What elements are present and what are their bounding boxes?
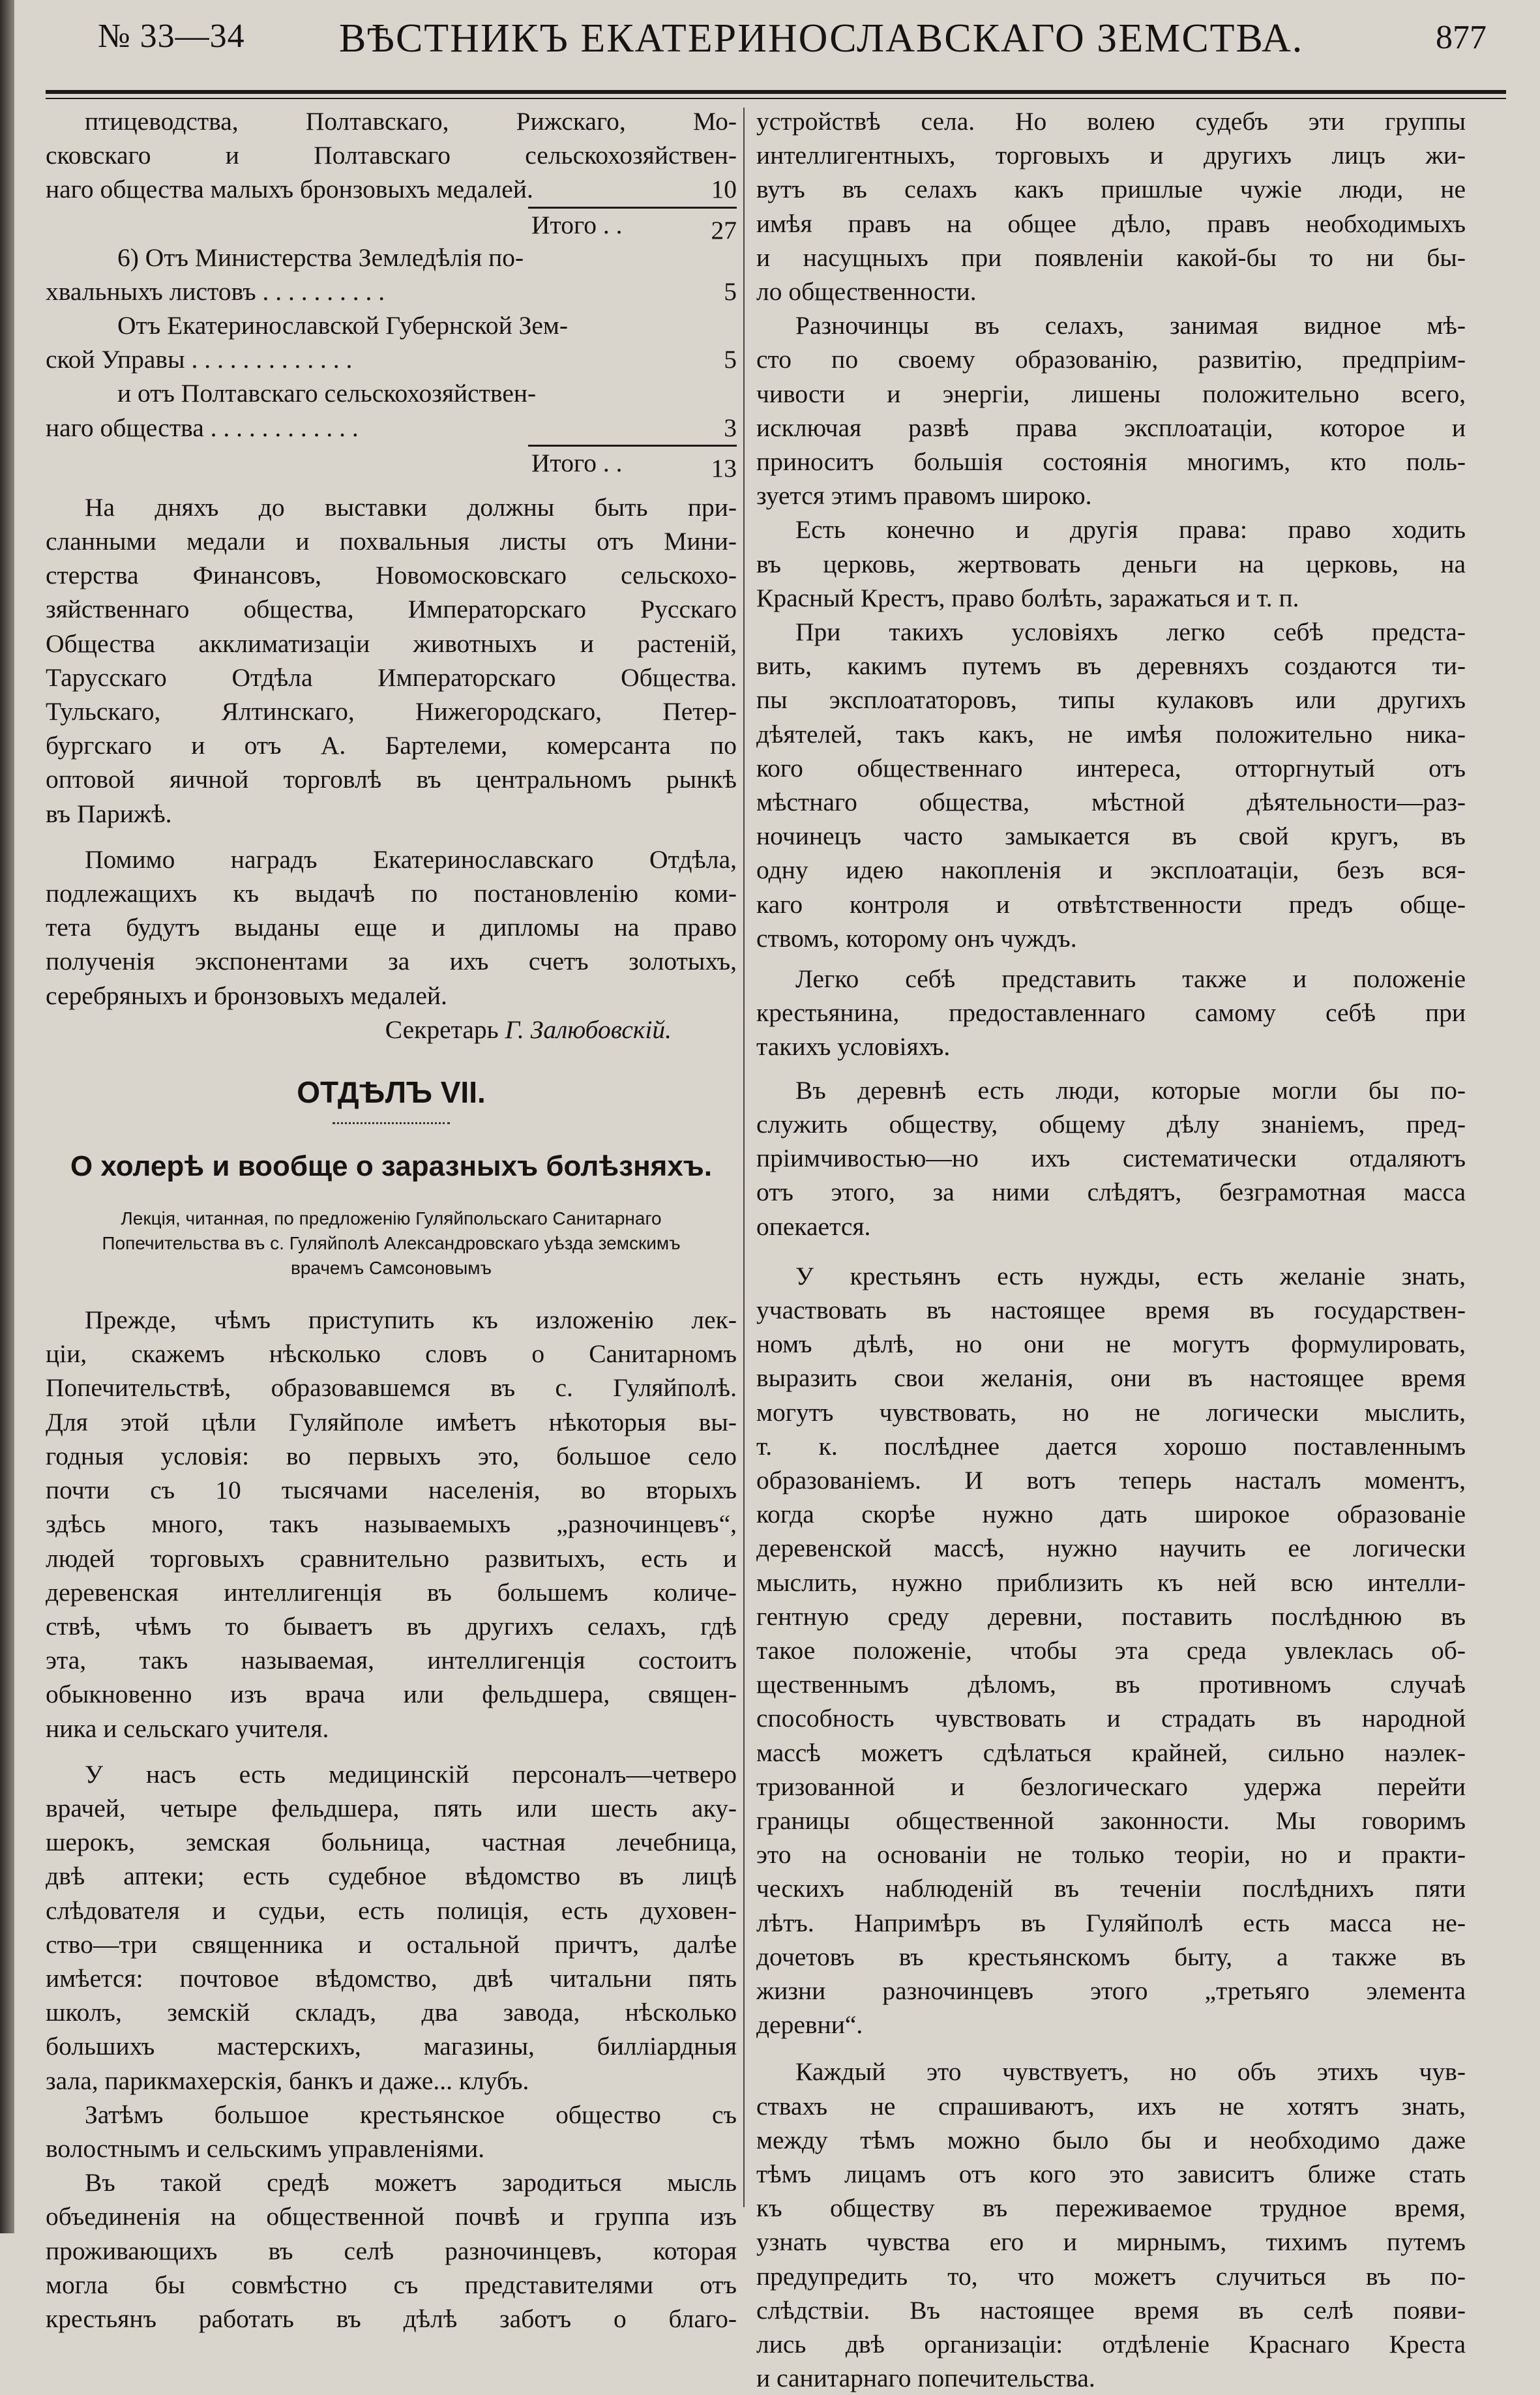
award-row <box>46 342 737 376</box>
paragraph <box>756 1073 1466 1243</box>
text-line: Общества акклиматизаціи животныхъ и растеній, <box>46 629 737 658</box>
text-line: ника и сельскаго учителя. <box>46 1714 329 1743</box>
text-line: стерства Финансовъ, Новомосковскаго сельскохо- <box>46 561 737 590</box>
text-line: Въ деревнѣ есть люди, которые могли бы по- <box>795 1075 1466 1105</box>
text-line: сто по своему образованію, развитію, предпріим- <box>756 345 1466 374</box>
award-label: хвальныхъ листовъ . . . . . . . . . . <box>46 276 385 306</box>
header-rule-thick <box>46 90 1506 94</box>
text-line: и санитарнаго попечительства. <box>756 2364 1095 2393</box>
text-line: имѣя правъ на общее дѣло, правъ необходимыхъ <box>756 209 1466 238</box>
text-line: дѣятелей, такъ какъ, не имѣя положительно ника- <box>756 719 1466 749</box>
text-line: Прежде, чѣмъ приступить къ изложенію лек- <box>85 1305 737 1335</box>
total-label: Итого . . <box>531 210 623 239</box>
paragraph <box>756 1259 1466 2042</box>
text-line: дочетовъ въ крестьянскомъ быту, а также въ <box>756 1942 1466 1971</box>
page-header <box>98 13 1500 72</box>
text-line: границы общественной законности. Мы говоримъ <box>756 1806 1466 1835</box>
text-line: между тѣмъ можно было бы и необходимо даже <box>756 2125 1466 2154</box>
text-line: имѣется: почтовое вѣдомство, двѣ читальни пять <box>46 1963 737 1993</box>
text-line: устройствѣ села. Но волею судебъ эти группы <box>756 107 1466 136</box>
text-line: къ обществу въ переживаемое трудное время, <box>756 2194 1466 2223</box>
page-edge-shadow <box>0 0 14 2233</box>
article-subtitle <box>46 1206 737 1281</box>
text-line: тризованной и безлогическаго удержа перейти <box>756 1772 1466 1801</box>
text-line: тета будутъ выданы еще и дипломы на право <box>46 913 737 942</box>
signature-role: Секретарь <box>385 1015 499 1044</box>
text-line: деревенской массѣ, нужно научить ее логически <box>756 1534 1466 1563</box>
paragraph <box>756 962 1466 1064</box>
text-line: волостнымъ и сельскимъ управленіями. <box>46 2134 485 2163</box>
text-line: жизни разночинцевъ этого „третьяго элемента <box>756 1976 1466 2005</box>
text-line: вутъ въ селахъ какъ пришлые чужіе люди, не <box>756 175 1466 204</box>
text-line: чивости и энергіи, лишены положительно всего, <box>756 379 1466 408</box>
text-line: Разночинцы въ селахъ, занимая видное мѣ- <box>795 311 1466 340</box>
text-line: Затѣмъ большое крестьянское общество съ <box>85 2100 737 2129</box>
text-line: людей торговыхъ сравнительно развитыхъ, есть и <box>46 1543 737 1573</box>
issue-number: № 33—34 <box>98 18 245 55</box>
text-line: щественнымъ дѣломъ, въ противномъ случаѣ <box>756 1670 1466 1699</box>
text-line: тѣмъ лицамъ отъ кого это зависитъ ближе стать <box>756 2159 1466 2188</box>
text-line: почти съ 10 тысячами населенія, во вторыхъ <box>46 1476 737 1505</box>
bleed-through-text <box>756 1243 1466 1259</box>
text-line: деревни“. <box>756 2010 863 2040</box>
text-line: школъ, земскій складъ, два завода, нѣсколько <box>46 1998 737 2027</box>
text-line: мѣстнаго общества, мѣстной дѣятельности—раз- <box>756 788 1466 817</box>
text-line: большихъ мастерскихъ, магазины, билліардныя <box>46 2032 737 2061</box>
text-line: врачей, четыре фельдшера, пять или шесть аку- <box>46 1793 737 1822</box>
subtitle-line: Лекція, читанная, по предложенію Гуляйпольскаго Санитарнаго <box>121 1208 662 1229</box>
text-line: При такихъ условіяхъ легко себѣ предста- <box>795 617 1466 647</box>
text-line: отъ этого, за ними слѣдятъ, безграмотная масса <box>756 1178 1466 1207</box>
total-row <box>46 207 737 245</box>
text-line: могла бы совмѣстно съ представителями отъ <box>46 2270 737 2299</box>
text-line: зуется этимъ правомъ широко. <box>756 481 1092 511</box>
text-line: годныя условія: во первыхъ это, большое село <box>46 1441 737 1470</box>
text-line: способность чувствовать и страдать въ народной <box>756 1704 1466 1733</box>
paragraph <box>756 2055 1466 2395</box>
text-line: проживающихъ въ селѣ разночинцевъ, которая <box>46 2236 737 2265</box>
header-rule-thin <box>46 98 1506 99</box>
text-line: въ церковь, жертвовать деньги на церковь, на <box>756 549 1466 578</box>
subtitle-line: Попечительства въ с. Гуляйполѣ Александровскаго уѣзда земскимъ <box>102 1233 681 1254</box>
total-row <box>46 445 737 483</box>
text-line: служить обществу, общему дѣлу знаніемъ, пред- <box>756 1109 1466 1138</box>
text-line: гентную среду деревни, поставить послѣднюю въ <box>756 1601 1466 1631</box>
text-line: обыкновенно изъ врача или фельдшера, священ- <box>46 1680 737 1709</box>
award-row <box>46 275 737 308</box>
text-line: Попечительствѣ, образовавшемся въ с. Гуляйполѣ. <box>46 1373 737 1403</box>
text-line: 6) Отъ Министерства Земледѣлія по- <box>117 243 524 272</box>
text-line: сланными медали и похвальныя листы отъ Мини- <box>46 527 737 556</box>
text-line: приноситъ большія состоянія многимъ, кто поль- <box>756 447 1466 477</box>
text-line: массѣ можетъ сдѣлаться крайней, сильно наэлек- <box>756 1738 1466 1767</box>
paragraph <box>46 490 737 831</box>
award-label: наго общества . . . . . . . . . . . . <box>46 413 359 442</box>
text-line: вить, какимъ путемъ въ деревняхъ создаются ти- <box>756 651 1466 681</box>
text-line: зяйственнаго общества, Императорскаго Русскаго <box>46 595 737 624</box>
journal-title: ВѢСТНИКЪ ЕКАТЕРИНОСЛАВСКАГО ЗЕМСТВА. <box>339 16 1304 61</box>
text-line: т. к. послѣднее дается хорошо поставленнымъ <box>756 1431 1466 1461</box>
text-line: опекается. <box>756 1212 871 1241</box>
text-line: мыслить, нужно приблизить къ ней всю интелли- <box>756 1568 1466 1597</box>
text-line: ночинецъ часто замыкается въ свой кругъ, въ <box>756 822 1466 851</box>
text-line: пы эксплоататоровъ, типы кулаковъ или другихъ <box>756 685 1466 715</box>
text-line: кого общественнаго интереса, отторгнутый отъ <box>756 753 1466 782</box>
text-line: Каждый это чувствуетъ, но объ этихъ чув- <box>795 2057 1466 2087</box>
text-line: деревенская интеллигенція въ большемъ количе- <box>46 1577 737 1607</box>
text-line: подлежащихъ къ выдачѣ по постановленію коми- <box>46 879 737 908</box>
text-line: крестьянъ работать въ дѣлѣ заботъ о благо- <box>46 2304 737 2333</box>
bleed-through-text <box>46 1191 737 1206</box>
text-line: Въ такой средѣ можетъ зародиться мысль <box>85 2168 737 2197</box>
text-line: ствахъ не спрашиваютъ, ихъ не хотятъ знать, <box>756 2091 1466 2120</box>
text-line: такихъ условіяхъ. <box>756 1032 951 1062</box>
text-line: бургскаго и отъ А. Бартелеми, комерсанта по <box>46 731 737 760</box>
column-divider <box>743 108 745 2207</box>
text-line: оптовой яичной торговлѣ въ центральномъ рынкѣ <box>46 765 737 794</box>
text-line: шерокъ, земская больница, частная лечебница, <box>46 1828 737 1857</box>
page-number: 877 <box>1436 19 1487 56</box>
award-count: 3 <box>724 413 737 442</box>
text-line: слѣдствіи. Въ настоящее время въ селѣ появи- <box>756 2295 1466 2325</box>
text-line: ло общественности. <box>756 277 977 306</box>
paragraph <box>46 2165 737 2336</box>
text-line: ствомъ, которому онъ чуждъ. <box>756 923 1077 953</box>
text-line: Легко себѣ представить также и положеніе <box>795 964 1466 994</box>
text-line: двѣ аптеки; есть судебное вѣдомство въ лицѣ <box>46 1862 737 1891</box>
text-line: могутъ чувствовать, но не логически мыслить, <box>756 1397 1466 1427</box>
text-line: У насъ есть медицинскій персоналъ—четверо <box>85 1759 737 1789</box>
award-label: наго общества малыхъ бронзовыхъ медалей. <box>46 175 533 204</box>
text-line: Тарусскаго Отдѣла Императорскаго Общества. <box>46 662 737 692</box>
text-line: такое положеніе, чтобы эта среда увлеклась об- <box>756 1635 1466 1665</box>
text-line: полученія экспонентами за ихъ счетъ золотыхъ, <box>46 947 737 976</box>
text-line: Отъ Екатеринославской Губернской Зем- <box>117 311 569 340</box>
text-line: Для этой цѣли Гуляйполе имѣетъ нѣкоторыя вы- <box>46 1407 737 1436</box>
left-column <box>46 104 737 2336</box>
text-line: интеллигентныхъ, торговыхъ и другихъ лицъ жи- <box>756 141 1466 170</box>
award-count: 10 <box>711 175 737 204</box>
text-line: номъ дѣлѣ, но они не могутъ формулировать, <box>756 1330 1466 1359</box>
text-line: исключая развѣ права эксплоатаціи, которое и <box>756 413 1466 442</box>
text-line: Красный Крестъ, право болѣть, заражаться и т. п. <box>756 583 1299 612</box>
text-line: участвовать въ настоящее время въ государствен- <box>756 1295 1466 1324</box>
text-line: Тульскаго, Ялтинскаго, Нижегородскаго, Петер- <box>46 697 737 726</box>
text-line: когда скорѣе нужно дать широкое образованіе <box>756 1500 1466 1529</box>
text-line: ціи, скажемъ нѣсколько словъ о Санитарномъ <box>46 1339 737 1369</box>
total-value: 27 <box>711 215 737 245</box>
text-line: На дняхъ до выставки должны быть при- <box>85 492 737 522</box>
text-line: пріимчивостью—но ихъ систематически отдаляютъ <box>756 1144 1466 1173</box>
paragraph <box>46 1303 737 1746</box>
text-line: зала, парикмахерскія, банкъ и даже... клубъ. <box>46 2066 529 2095</box>
text-line: узнать чувства его и мирнымъ, тихимъ путемъ <box>756 2227 1466 2257</box>
text-line: Помимо наградъ Екатеринославскаго Отдѣла, <box>85 844 737 874</box>
text-line: и отъ Полтавскаго сельскохозяйствен- <box>117 379 537 408</box>
text-line: слѣдователя и судьи, есть полиція, есть духовен- <box>46 1896 737 1925</box>
section-divider <box>333 1122 450 1124</box>
text-line: серебряныхъ и бронзовыхъ медалей. <box>46 981 447 1010</box>
total-label: Итого . . <box>531 448 623 477</box>
text-line: лѣтъ. Напримѣръ въ Гуляйполѣ есть масса не- <box>756 1908 1466 1937</box>
paragraph <box>46 2098 737 2165</box>
text-line: ческихъ наблюденій въ теченіи послѣднихъ пяти <box>756 1874 1466 1903</box>
text-line: крестьянина, предоставленнаго самому себѣ при <box>756 998 1466 1028</box>
text-line: У крестьянъ есть нужды, есть желаніе знать, <box>795 1261 1466 1290</box>
text-line: образованіемъ. И вотъ теперь насталъ моментъ, <box>756 1465 1466 1495</box>
text-line: ство—три священника и остальной причтъ, далѣе <box>46 1929 737 1959</box>
paragraph <box>756 615 1466 955</box>
article-title: О холерѣ и вообще о заразныхъ болѣзняхъ. <box>70 1150 713 1183</box>
awards-list-continued <box>46 104 737 483</box>
award-count: 5 <box>724 345 737 374</box>
text-line: Есть конечно и другія права: право ходить <box>795 515 1466 544</box>
subtitle-line: врачемъ Самсоновымъ <box>290 1258 492 1279</box>
paragraph <box>756 104 1466 308</box>
signature-name: Г. Залюбовскій. <box>505 1015 672 1044</box>
text-line: птицеводства, Полтавскаго, Рижскаго, Мо- <box>85 107 737 136</box>
text-line: лись двѣ организаціи: отдѣленіе Краснаго Креста <box>756 2330 1466 2358</box>
text-line: выразить свои желанія, они въ настоящее время <box>756 1363 1466 1393</box>
text-line: эта, такъ называемая, интеллигенція состоитъ <box>46 1646 737 1675</box>
paragraph <box>756 513 1466 615</box>
text-line: каго контроля и отвѣтственности предъ обще- <box>756 889 1466 919</box>
paragraph <box>756 308 1466 513</box>
text-line: здѣсь много, такъ называемыхъ „разночинцевъ“, <box>46 1510 737 1539</box>
text-line: ствѣ, чѣмъ то бываетъ въ другихъ селахъ, гдѣ <box>46 1611 737 1641</box>
text-line: это на основаніи не только теоріи, но и практи- <box>756 1840 1466 1869</box>
award-row <box>46 172 737 206</box>
text-line: одну идею накопленія и эксплоатаціи, безъ вся- <box>756 855 1466 885</box>
text-line: въ Парижѣ. <box>46 799 172 828</box>
right-column <box>756 104 1466 2395</box>
award-row <box>46 411 737 445</box>
text-line: и насущныхъ при появленіи какой-бы то ни бы- <box>756 243 1466 272</box>
section-heading: ОТДѢЛЪ VII. <box>297 1075 486 1110</box>
paragraph <box>46 842 737 1013</box>
award-label: ской Управы . . . . . . . . . . . . . <box>46 345 353 374</box>
text-line: предупредить то, что можетъ случиться въ по- <box>756 2261 1466 2291</box>
paragraph <box>46 1757 737 2098</box>
text-line: сковскаго и Полтавскаго сельскохозяйствен- <box>46 141 737 170</box>
award-count: 5 <box>724 276 737 306</box>
signature <box>46 1013 737 1047</box>
total-value: 13 <box>711 453 737 483</box>
text-line: объединенія на общественной почвѣ и группа изъ <box>46 2202 737 2231</box>
